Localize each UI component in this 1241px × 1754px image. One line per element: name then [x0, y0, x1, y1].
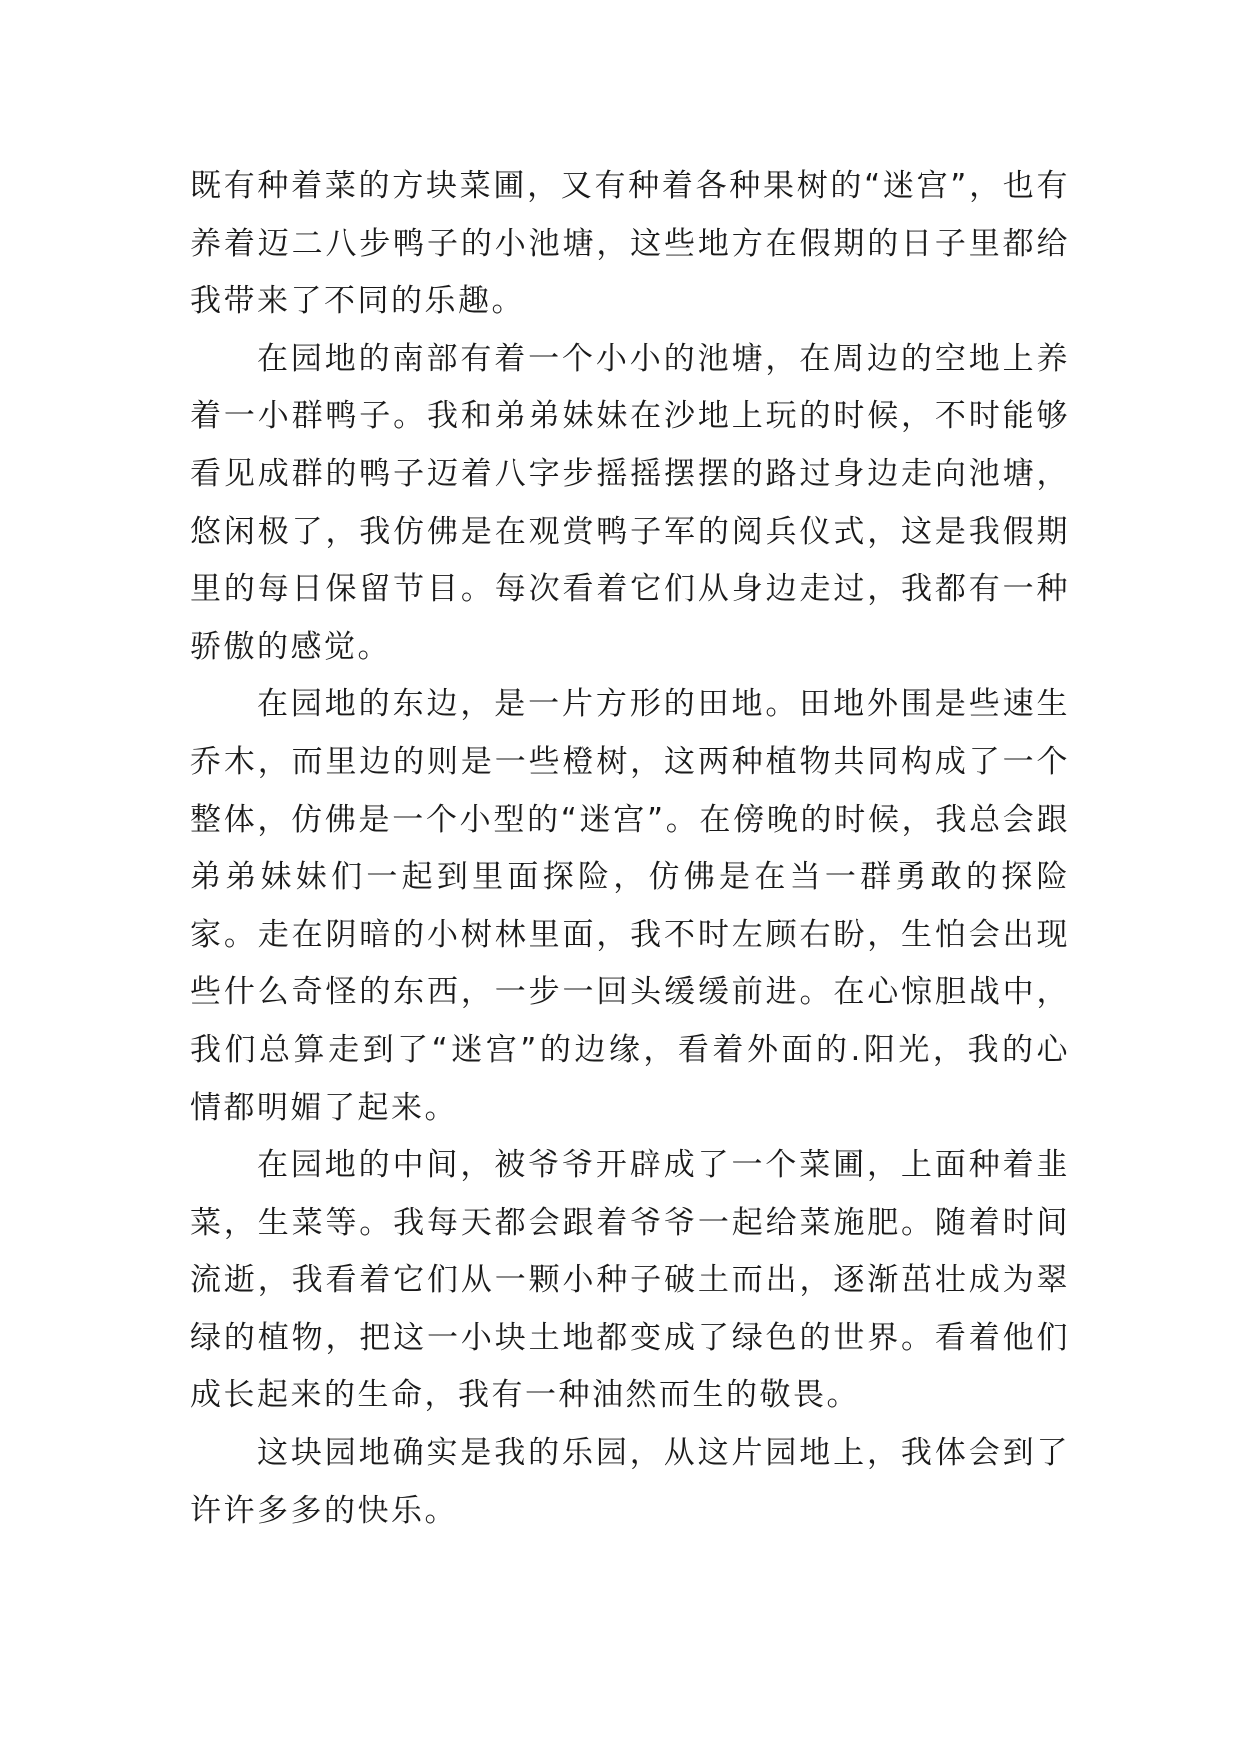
- paragraph-3: 在园地的东边，是一片方形的田地。田地外围是些速生乔木，而里边的则是一些橙树，这两种植物共同构成了一个整体，仿佛是一个小型的“迷宫”。在傍晚的时候，我总会跟弟弟妹妹们一起到里面探险，仿佛是在当一群勇敢的探险家。走在阴暗的小树林里面，我不时左顾右盼，生怕会出现些什么奇怪的东西，一步一回头缓缓前进。在心惊胆战中，我们总算走到了“迷宫”的边缘，看着外面的.阳光，我的心情都明媚了起来。: [190, 686, 1070, 1126]
- paragraph-1: 既有种着菜的方块菜圃，又有种着各种果树的“迷宫”，也有养着迈二八步鸭子的小池塘，这些地方在假期的日子里都给我带来了不同的乐趣。: [190, 168, 1070, 320]
- paragraph-5: 这块园地确实是我的乐园，从这片园地上，我体会到了许许多多的快乐。: [190, 1435, 1070, 1529]
- paragraph-2: 在园地的南部有着一个小小的池塘，在周边的空地上养着一小群鸭子。我和弟弟妹妹在沙地上玩的时候，不时能够看见成群的鸭子迈着八字步摇摇摆摆的路过身边走向池塘，悠闲极了，我仿佛是在观赏鸭子军的阅兵仪式，这是我假期里的每日保留节目。每次看着它们从身边走过，我都有一种骄傲的感觉。: [190, 340, 1070, 665]
- paragraph-4: 在园地的中间，被爷爷开辟成了一个菜圃，上面种着韭菜，生菜等。我每天都会跟着爷爷一起给菜施肥。随着时间流逝，我看着它们从一颗小种子破土而出，逐渐茁壮成为翠绿的植物，把这一小块土地都变成了绿色的世界。看着他们成长起来的生命，我有一种油然而生的敬畏。: [190, 1147, 1070, 1414]
- document-body: [190, 158, 1070, 1540]
